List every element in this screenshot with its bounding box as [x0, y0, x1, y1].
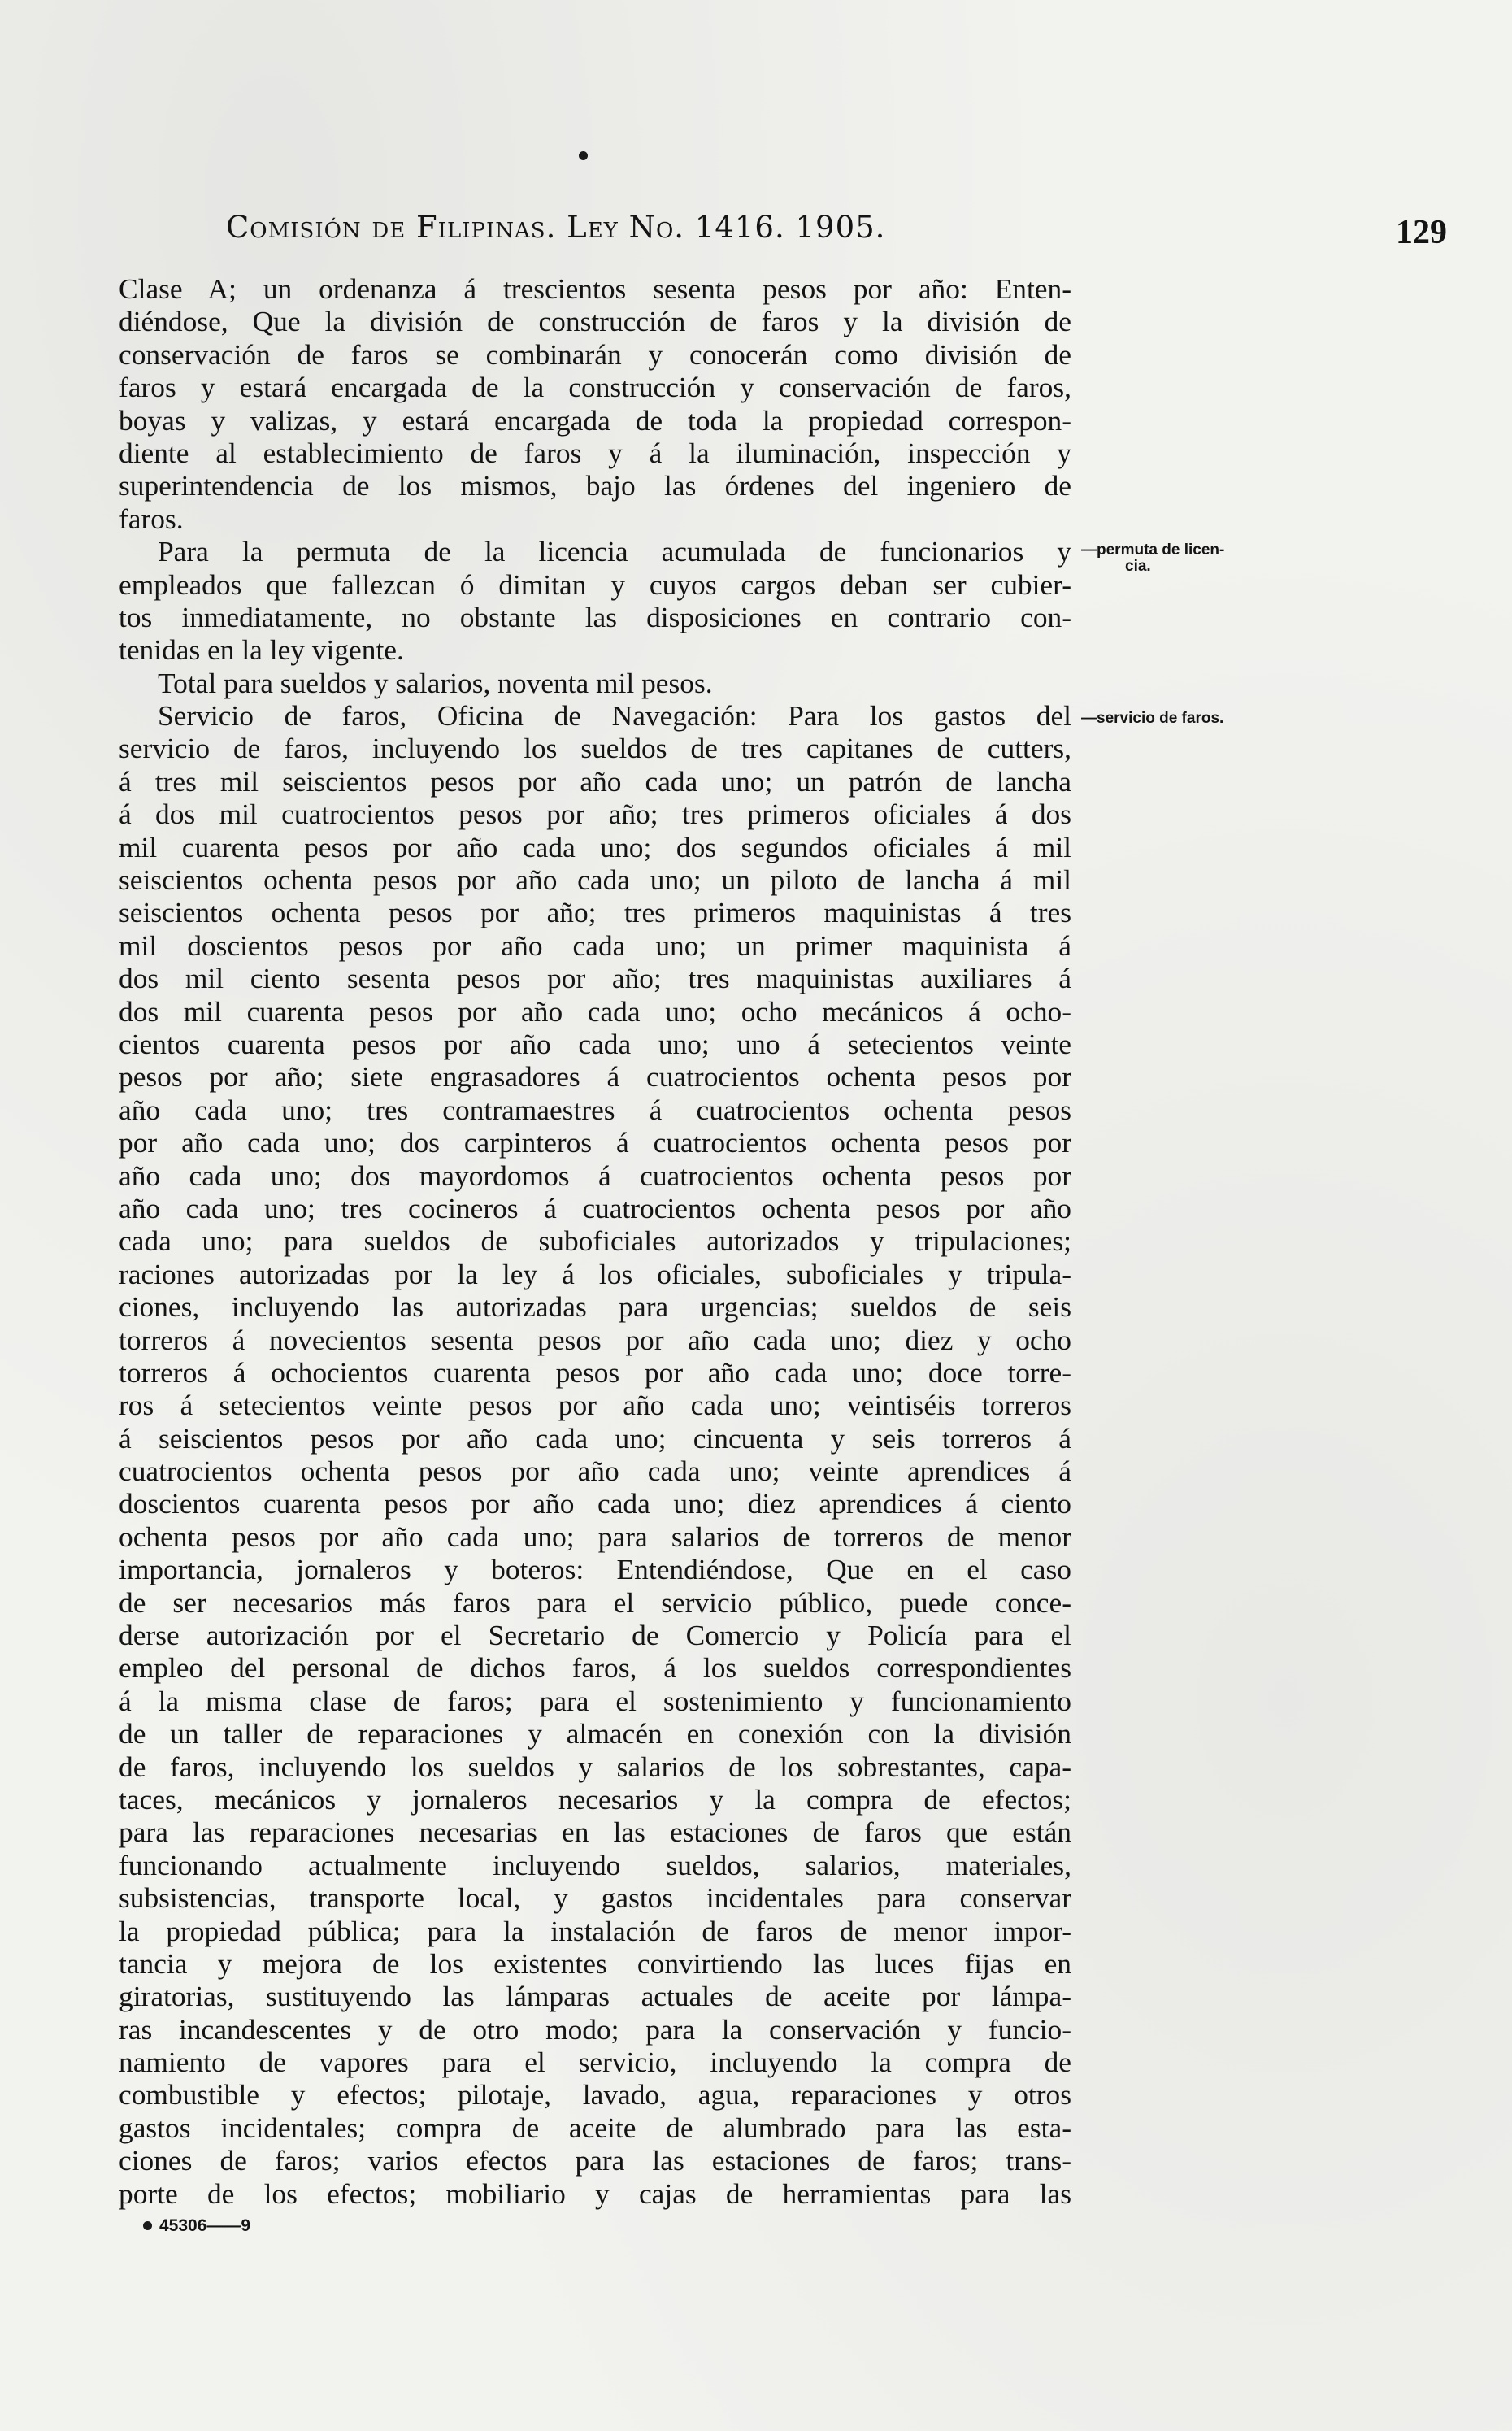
text-line: torreros á ochocientos cuarenta pesos por año cada uno; doce torre-: [119, 1355, 1071, 1389]
text-line: namiento de vapores para el servicio, incluyendo la compra de: [119, 2046, 1071, 2079]
text-line: ochenta pesos por año cada uno; para salarios de torreros de menor: [119, 1520, 1071, 1553]
text-line: dos mil ciento sesenta pesos por año; tres maquinistas auxiliares á: [119, 962, 1071, 995]
text-line: por año cada uno; dos carpinteros á cuatrocientos ochenta pesos por: [119, 1126, 1071, 1159]
text-line: empleo del personal de dichos faros, á los sueldos correspondientes: [119, 1651, 1071, 1685]
margin-note-permuta-cont: cia.: [1125, 558, 1151, 575]
text-line: boyas y valizas, y estará encargada de toda la propiedad correspon-: [119, 403, 1071, 437]
text-line: raciones autorizadas por la ley á los oficiales, suboficiales y tripula-: [119, 1257, 1071, 1290]
text-line: mil cuarenta pesos por año cada uno; dos segundos oficiales á mil: [119, 830, 1071, 863]
text-line: empleados que fallezcan ó dimitan y cuyos cargos deban ser cubier-: [119, 568, 1071, 601]
text-line: año cada uno; tres cocineros á cuatrocientos ochenta pesos por año: [119, 1191, 1071, 1224]
text-line: taces, mecánicos y jornaleros necesarios y la compra de efectos;: [119, 1782, 1071, 1816]
footer-bullet: [143, 2221, 152, 2230]
text-line: tos inmediatamente, no obstante las disposiciones en contrario con-: [119, 600, 1071, 633]
signature-mark: 45306——9: [159, 2216, 251, 2235]
text-line: de ser necesarios más faros para el servicio público, puede conce-: [119, 1585, 1071, 1619]
text-line: de un taller de reparaciones y almacén en conexión con la división: [119, 1717, 1071, 1750]
text-line: Para la permuta de la licencia acumulada de funcionarios y: [158, 535, 1071, 568]
text-line: superintendencia de los mismos, bajo las órdenes del ingeniero de: [119, 469, 1071, 502]
text-line: faros.: [119, 502, 184, 535]
text-line: cientos cuarenta pesos por año cada uno; uno á setecientos veinte: [119, 1027, 1071, 1060]
text-line: funcionando actualmente incluyendo sueldos, salarios, materiales,: [119, 1848, 1071, 1881]
ink-dot: [579, 151, 588, 160]
text-line: importancia, jornaleros y boteros: Entendiéndose, Que en el caso: [119, 1553, 1071, 1586]
text-line: combustible y efectos; pilotaje, lavado, agua, reparaciones y otros: [119, 2078, 1071, 2111]
text-line: conservación de faros se combinarán y conocerán como división de: [119, 337, 1071, 371]
margin-note-servicio-faros: —servicio de faros.: [1081, 710, 1224, 727]
running-head: Comisión de Filipinas. Ley No. 1416. 1905.: [226, 210, 886, 245]
text-line: á tres mil seiscientos pesos por año cada uno; un patrón de lancha: [119, 764, 1071, 798]
text-line: la propiedad pública; para la instalación de faros de menor impor-: [119, 1914, 1071, 1947]
text-line: diente al establecimiento de faros y á la iluminación, inspección y: [119, 436, 1071, 469]
text-line: derse autorización por el Secretario de Comercio y Policía para el: [119, 1619, 1071, 1652]
text-line: diéndose, Que la división de construcción de faros y la división de: [119, 305, 1071, 338]
page-number: 129: [1396, 214, 1447, 251]
text-line: ciones de faros; varios efectos para las estaciones de faros; trans-: [119, 2144, 1071, 2177]
text-line: á dos mil cuatrocientos pesos por año; tres primeros oficiales á dos: [119, 798, 1071, 831]
text-line: seiscientos ochenta pesos por año cada uno; un piloto de lancha á mil: [119, 863, 1071, 897]
text-line: Servicio de faros, Oficina de Navegación: Para los gastos del: [158, 699, 1071, 733]
text-line: ros á setecientos veinte pesos por año cada uno; veintiséis torreros: [119, 1389, 1071, 1422]
text-line: á la misma clase de faros; para el sostenimiento y funcionamiento: [119, 1684, 1071, 1717]
text-line: cuatrocientos ochenta pesos por año cada uno; veinte aprendices á: [119, 1455, 1071, 1488]
text-line: tancia y mejora de los existentes convirtiendo las luces fijas en: [119, 1946, 1071, 1980]
text-line: servicio de faros, incluyendo los sueldos de tres capitanes de cutters,: [119, 732, 1071, 765]
text-line: doscientos cuarenta pesos por año cada uno; diez aprendices á ciento: [119, 1487, 1071, 1520]
text-line: torreros á novecientos sesenta pesos por año cada uno; diez y ocho: [119, 1323, 1071, 1356]
text-line: gastos incidentales; compra de aceite de alumbrado para las esta-: [119, 2111, 1071, 2144]
text-line: á seiscientos pesos por año cada uno; cincuenta y seis torreros á: [119, 1421, 1071, 1455]
text-line: año cada uno; tres contramaestres á cuatrocientos ochenta pesos: [119, 1093, 1071, 1126]
text-line: mil doscientos pesos por año cada uno; un primer maquinista á: [119, 928, 1071, 962]
text-line: porte de los efectos; mobiliario y cajas de herramientas para las: [119, 2177, 1071, 2210]
text-line: subsistencias, transporte local, y gastos incidentales para conservar: [119, 1881, 1071, 1915]
margin-note-permuta: —permuta de licen-: [1081, 541, 1225, 559]
text-line: para las reparaciones necesarias en las estaciones de faros que están: [119, 1816, 1071, 1849]
text-line: de faros, incluyendo los sueldos y salarios de los sobrestantes, capa-: [119, 1750, 1071, 1783]
text-line: giratorias, sustituyendo las lámparas actuales de aceite por lámpa-: [119, 1980, 1071, 2013]
text-line: Clase A; un ordenanza á trescientos sesenta pesos por año: Enten-: [119, 272, 1071, 305]
text-line: año cada uno; dos mayordomos á cuatrocientos ochenta pesos por: [119, 1159, 1071, 1192]
text-line: seiscientos ochenta pesos por año; tres primeros maquinistas á tres: [119, 896, 1071, 929]
text-line: pesos por año; siete engrasadores á cuatrocientos ochenta pesos por: [119, 1060, 1071, 1094]
text-line: faros y estará encargada de la construcción y conservación de faros,: [119, 371, 1071, 404]
text-line: tenidas en la ley vigente.: [119, 633, 404, 667]
text-line: Total para sueldos y salarios, noventa mil pesos.: [158, 666, 713, 699]
text-line: dos mil cuarenta pesos por año cada uno; ocho mecánicos á ocho-: [119, 994, 1071, 1028]
text-line: ciones, incluyendo las autorizadas para urgencias; sueldos de seis: [119, 1290, 1071, 1324]
text-line: ras incandescentes y de otro modo; para la conservación y funcio-: [119, 2012, 1071, 2046]
body-text: [119, 272, 1071, 2210]
text-line: cada uno; para sueldos de suboficiales autorizados y tripulaciones;: [119, 1224, 1071, 1258]
